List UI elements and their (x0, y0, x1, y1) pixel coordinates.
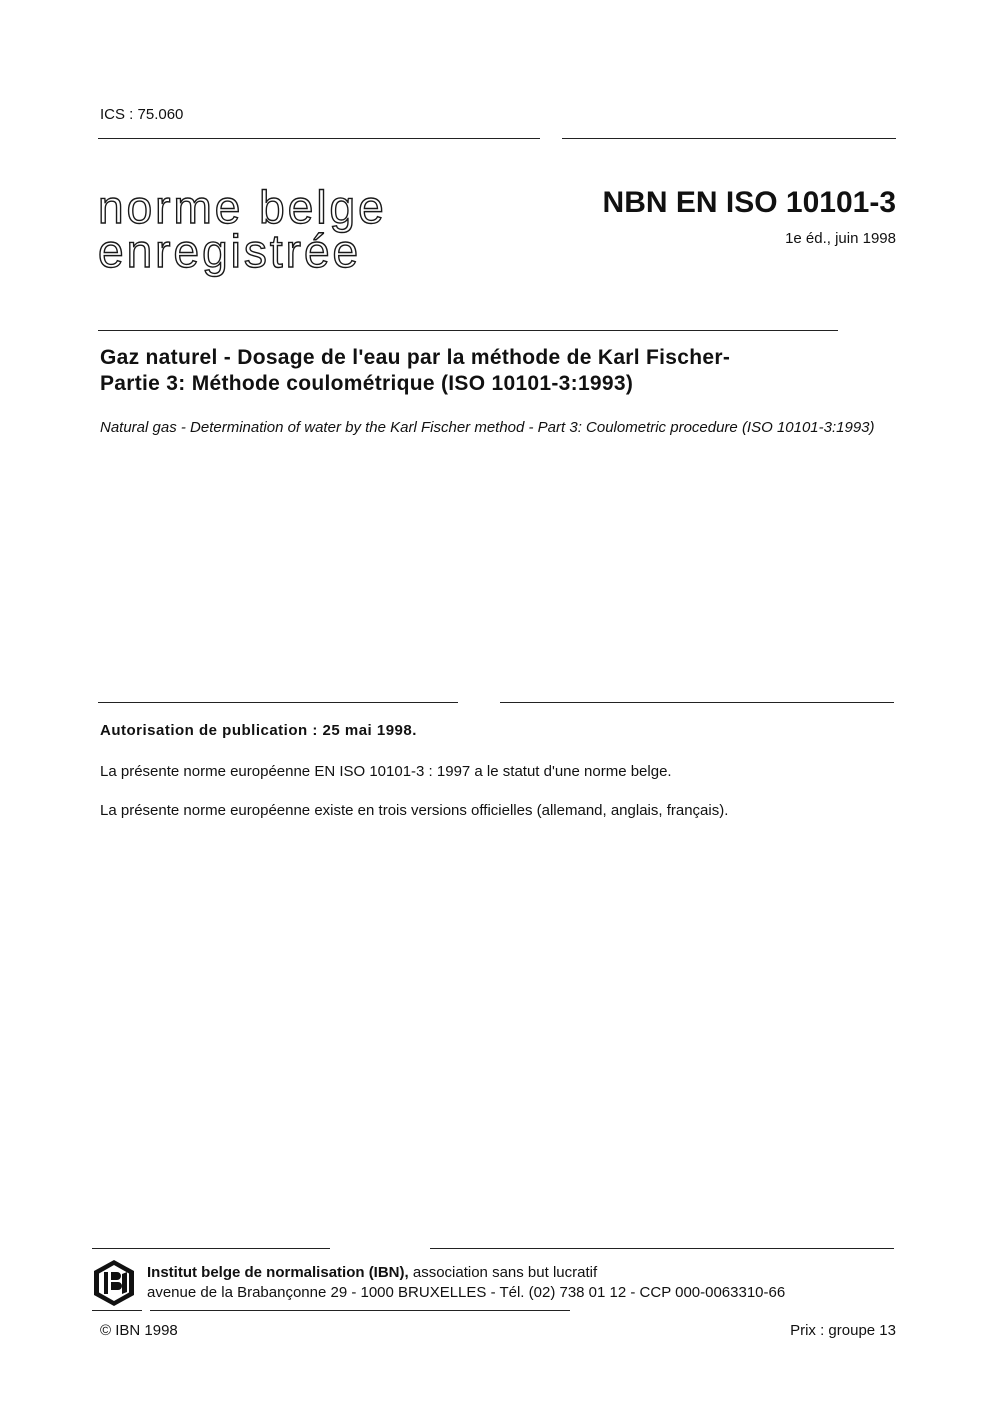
publication-rule-left (98, 702, 458, 703)
institute-status: association sans but lucratif (408, 1264, 598, 1281)
institute-block (147, 1263, 785, 1303)
publication-rule-right (500, 702, 894, 703)
doc-type-line1: norme belge (98, 181, 387, 233)
standard-number: NBN EN ISO 10101-3 (602, 186, 896, 219)
publication-authorization (100, 722, 417, 739)
ics-code: ICS : 75.060 (100, 106, 184, 123)
doc-type-line2: enregistrée (98, 225, 362, 277)
footer-rule-top-right (430, 1248, 894, 1249)
publication-label: Autorisation de publication : (100, 722, 323, 739)
french-title-line2: Partie 3: Méthode coulométrique (ISO 10101-3:1993) (100, 372, 634, 395)
footer-rule-bottom-left (92, 1310, 142, 1311)
status-paragraph: La présente norme européenne EN ISO 10101-3 : 1997 a le statut d'une norme belge. (100, 763, 672, 780)
footer-rule-bottom-right (150, 1310, 570, 1311)
ibn-logo-icon (92, 1258, 136, 1308)
french-title-line1: Gaz naturel - Dosage de l'eau par la méthode de Karl Fischer- (100, 346, 731, 369)
header-rule-right (562, 138, 896, 139)
price-group: Prix : groupe 13 (790, 1322, 896, 1339)
title-rule (98, 330, 838, 331)
institute-address: avenue de la Brabançonne 29 - 1000 BRUXELLES - Tél. (02) 738 01 12 - CCP 000-0063310-66 (147, 1284, 786, 1301)
institute-name-line (147, 1263, 785, 1283)
english-title: Natural gas - Determination of water by the Karl Fischer method - Part 3: Coulometric procedure (ISO 10101-3:1993) (100, 419, 875, 436)
copyright: © IBN 1998 (100, 1322, 178, 1339)
institute-name: Institut belge de normalisation (IBN), (147, 1264, 409, 1281)
french-title (100, 345, 900, 397)
publication-date: 25 mai 1998. (322, 722, 417, 739)
edition-date: 1e éd., juin 1998 (785, 230, 896, 247)
header-rule-left (98, 138, 540, 139)
versions-paragraph: La présente norme européenne existe en trois versions officielles (allemand, anglais, français). (100, 802, 729, 819)
footer-rule-top-left (92, 1248, 330, 1249)
